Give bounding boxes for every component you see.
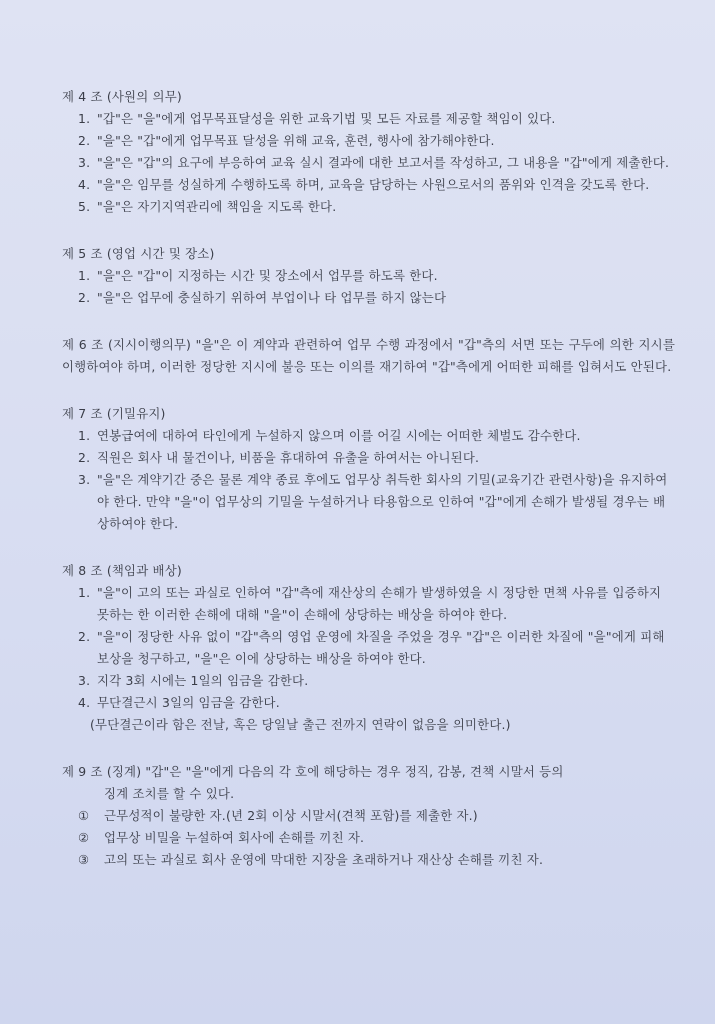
article-heading: 제 9 조 (징계) "갑"은 "을"에게 다음의 각 호에 해당하는 경우 정직, 감봉, 견책 시말서 등의 (62, 764, 564, 779)
item-text: 무단결근시 3일의 임금을 감한다. (97, 695, 280, 710)
list-item (62, 582, 675, 626)
list-item (62, 425, 675, 447)
item-text: "을"은 업무에 충실하기 위하여 부업이나 타 업무를 하지 않는다 (97, 290, 447, 305)
item-text: 고의 또는 과실로 회사 운영에 막대한 지장을 초래하거나 재산상 손해를 끼친 자. (104, 852, 544, 867)
list-item (62, 805, 675, 827)
item-text: "을"이 고의 또는 과실로 인하여 "갑"측에 재산상의 손해가 발생하였을 시 정당한 면책 사유를 입증하지 못하는 한 이러한 손해에 대해 "을"이 손해에 상당하는 배상을 하여야 한다. (97, 585, 662, 622)
item-number: 1. (78, 111, 91, 126)
item-text: 업무상 비밀을 누설하여 회사에 손해를 끼친 자. (104, 830, 365, 845)
list-item (62, 108, 675, 130)
item-text: 지각 3회 시에는 1일의 임금을 감한다. (97, 673, 309, 688)
article-item-list (62, 265, 675, 309)
article-5 (62, 243, 675, 309)
article-heading-continuation: 징계 조치를 할 수 있다. (104, 786, 235, 801)
item-text: "을"이 정당한 사유 없이 "갑"측의 영업 운영에 차질을 주었을 경우 "갑"은 이러한 차질에 "을"에게 피해 보상을 청구하고, "을"은 이에 상당하는 배상을 하여야 한다. (97, 629, 665, 666)
item-text: "을"은 "갑"이 지정하는 시간 및 장소에서 업무를 하도록 한다. (97, 268, 438, 283)
item-text: "을"은 계약기간 중은 물론 계약 종료 후에도 업무상 취득한 회사의 기밀(교육기간 관련사항)을 유지하여야 한다. 만약 "을"이 업무상의 기밀을 누설하거나 타용함으로 인하여 "갑"에게 손해가 발생될 경우는 배상하여야 한다. (97, 472, 668, 531)
article-item-list (62, 805, 675, 871)
item-number: 1. (78, 268, 91, 283)
list-item (62, 130, 675, 152)
list-item (62, 626, 675, 670)
item-number: ② (78, 830, 90, 845)
item-number: 3. (78, 673, 91, 688)
list-item (62, 196, 675, 218)
item-number: ③ (78, 852, 90, 867)
article-heading: 제 7 조 (기밀유지) (62, 406, 166, 421)
item-text: 근무성적이 불량한 자.(년 2회 이상 시말서(견책 포함)를 제출한 자.) (104, 808, 478, 823)
list-item (62, 287, 675, 309)
article-note: (무단결근이라 함은 전날, 혹은 당일날 출근 전까지 연락이 없음을 의미한다.) (90, 717, 511, 732)
item-text: "을"은 "갑"에게 업무목표 달성을 위해 교육, 훈련, 행사에 참가해야한다. (97, 133, 495, 148)
item-number: 2. (78, 133, 91, 148)
list-item (62, 265, 675, 287)
article-9 (62, 761, 675, 871)
list-item (62, 469, 675, 535)
item-number: 2. (78, 450, 91, 465)
item-text: "을"은 임무를 성실하게 수행하도록 하며, 교육을 담당하는 사원으로서의 품위와 인격을 갖도록 한다. (97, 177, 650, 192)
article-heading: 제 4 조 (사원의 의무) (62, 89, 182, 104)
item-number: 2. (78, 629, 91, 644)
list-item (62, 447, 675, 469)
article-item-list (62, 425, 675, 535)
article-6 (62, 334, 675, 378)
item-text: "을"은 자기지역관리에 책임을 지도록 한다. (97, 199, 337, 214)
article-4 (62, 86, 675, 218)
list-item (62, 152, 675, 174)
article-7 (62, 403, 675, 535)
item-number: 4. (78, 177, 91, 192)
list-item (62, 849, 675, 871)
item-text: 직원은 회사 내 물건이나, 비품을 휴대하여 유출을 하여서는 아니된다. (97, 450, 480, 465)
list-item (62, 174, 675, 196)
article-item-list (62, 108, 675, 218)
item-text: 연봉급여에 대하여 타인에게 누설하지 않으며 이를 어길 시에는 어떠한 체벌도 감수한다. (97, 428, 581, 443)
article-paragraph: 제 6 조 (지시이행의무) "을"은 이 계약과 관련하여 업무 수행 과정에서 "갑"측의 서면 또는 구두에 의한 지시를 이행하여야 하며, 이러한 정당한 지시에 불응 또는 이의를 재기하여 "갑"측에게 어떠한 피해를 입혀서도 안된다. (62, 337, 675, 374)
item-number: 5. (78, 199, 91, 214)
item-number: 3. (78, 472, 91, 487)
list-item (62, 827, 675, 849)
item-number: 1. (78, 428, 91, 443)
item-number: 3. (78, 155, 91, 170)
list-item (62, 692, 675, 714)
article-heading: 제 8 조 (책임과 배상) (62, 563, 182, 578)
item-number: 4. (78, 695, 91, 710)
item-text: "을"은 "갑"의 요구에 부응하여 교육 실시 결과에 대한 보고서를 작성하고, 그 내용을 "갑"에게 제출한다. (97, 155, 670, 170)
item-text: "갑"은 "을"에게 업무목표달성을 위한 교육기법 및 모든 자료를 제공할 책임이 있다. (97, 111, 556, 126)
article-8 (62, 560, 675, 736)
article-item-list (62, 582, 675, 714)
item-number: ① (78, 808, 90, 823)
item-number: 2. (78, 290, 91, 305)
list-item (62, 670, 675, 692)
item-number: 1. (78, 585, 91, 600)
article-heading: 제 5 조 (영업 시간 및 장소) (62, 246, 215, 261)
